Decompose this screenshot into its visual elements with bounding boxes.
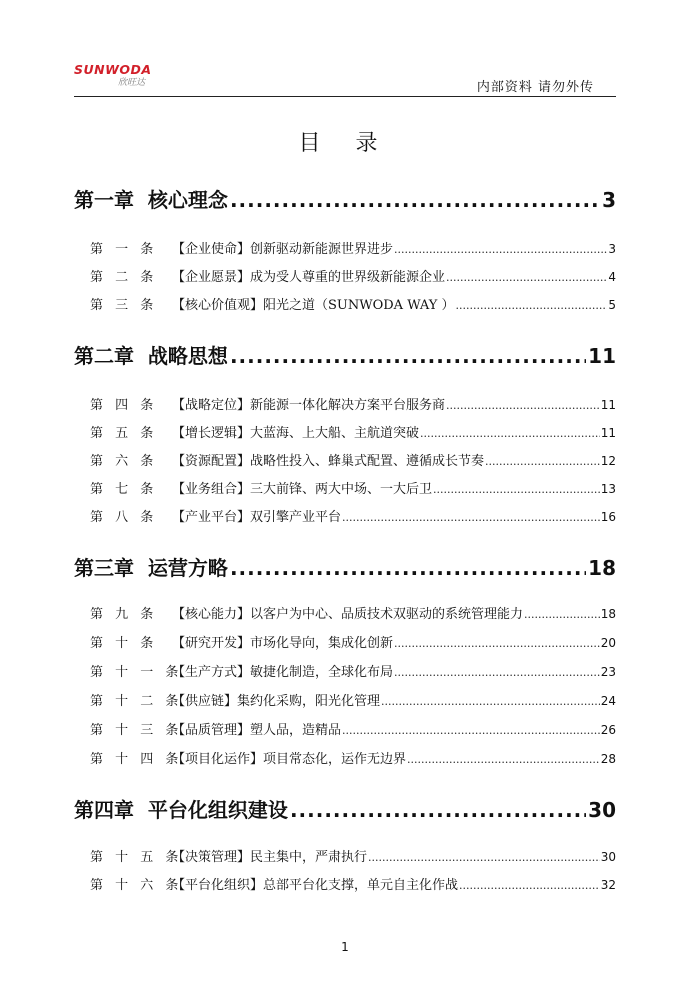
chapter-page: 3 bbox=[602, 188, 616, 212]
leader-dots bbox=[394, 637, 600, 650]
article-title: 【业务组合】三大前锋、两大中场、一大后卫 bbox=[172, 482, 433, 497]
chapter-page: 18 bbox=[588, 556, 616, 580]
toc-chapter-3[interactable] bbox=[74, 552, 616, 581]
article-title: 【研究开发】市场化导向，集成化创新 bbox=[172, 636, 394, 651]
article-title: 【生产方式】敏捷化制造，全球化布局 bbox=[172, 665, 394, 680]
leader-dots bbox=[420, 427, 600, 440]
leader-dots bbox=[342, 511, 600, 524]
toc-article[interactable] bbox=[90, 450, 616, 469]
leader-dots bbox=[524, 608, 600, 621]
toc-title: 目 录 bbox=[298, 131, 392, 156]
article-title: 【增长逻辑】大蓝海、上大船、主航道突破 bbox=[172, 426, 420, 441]
article-title: 【核心能力】以客户为中心、品质技术双驱动的系统管理能力 bbox=[172, 607, 524, 622]
chapter-label: 第一章 核心理念 bbox=[74, 188, 228, 212]
leader-dots bbox=[342, 724, 600, 737]
toc-article[interactable] bbox=[90, 238, 616, 257]
article-title: 【决策管理】民主集中，严肃执行 bbox=[172, 850, 368, 865]
toc-article[interactable] bbox=[90, 506, 616, 525]
header-divider bbox=[74, 96, 616, 97]
toc-article[interactable] bbox=[90, 422, 616, 441]
logo-text: SUNWODA bbox=[74, 62, 152, 77]
toc-chapter-4[interactable] bbox=[74, 794, 616, 823]
article-number: 第 六 条 bbox=[90, 454, 158, 469]
toc-chapter-1[interactable] bbox=[74, 184, 616, 213]
toc-article[interactable] bbox=[90, 846, 616, 865]
article-page: 16 bbox=[600, 510, 616, 524]
article-number: 第 十 六 条 bbox=[90, 878, 183, 893]
article-page: 24 bbox=[600, 694, 616, 708]
article-page: 11 bbox=[600, 426, 616, 440]
toc-article[interactable] bbox=[90, 478, 616, 497]
leader-dots bbox=[394, 666, 600, 679]
leader-dots bbox=[230, 188, 600, 212]
chapter-label: 第三章 运营方略 bbox=[74, 556, 228, 580]
toc-article[interactable] bbox=[90, 661, 616, 680]
leader-dots bbox=[446, 399, 600, 412]
article-number: 第 十 二 条 bbox=[90, 694, 183, 709]
article-page: 4 bbox=[608, 270, 616, 284]
article-title: 【项目化运作】项目常态化，运作无边界 bbox=[172, 752, 407, 767]
chapter-label: 第二章 战略思想 bbox=[74, 344, 228, 368]
article-number: 第 十 五 条 bbox=[90, 850, 183, 865]
article-number: 第 一 条 bbox=[90, 242, 158, 257]
article-title: 【品质管理】塑人品，造精品 bbox=[172, 723, 342, 738]
leader-dots bbox=[381, 695, 600, 708]
article-page: 26 bbox=[600, 723, 616, 737]
article-page: 20 bbox=[600, 636, 616, 650]
article-number: 第 十 条 bbox=[90, 636, 158, 651]
article-number: 第 四 条 bbox=[90, 398, 158, 413]
article-title: 【战略定位】新能源一体化解决方案平台服务商 bbox=[172, 398, 446, 413]
article-page: 13 bbox=[600, 482, 616, 496]
article-number: 第 十 三 条 bbox=[90, 723, 183, 738]
article-page: 12 bbox=[600, 454, 616, 468]
page-number: 1 bbox=[341, 940, 349, 954]
toc-article[interactable] bbox=[90, 748, 616, 767]
article-number: 第 十 一 条 bbox=[90, 665, 183, 680]
toc-article[interactable] bbox=[90, 294, 616, 313]
article-title: 【平台化组织】总部平台化支撑，单元自主化作战 bbox=[172, 878, 459, 893]
chapter-label: 第四章 平台化组织建设 bbox=[74, 798, 288, 822]
toc-article[interactable] bbox=[90, 690, 616, 709]
toc-article[interactable] bbox=[90, 394, 616, 413]
article-number: 第 十 四 条 bbox=[90, 752, 183, 767]
toc-article[interactable] bbox=[90, 603, 616, 622]
leader-dots bbox=[230, 556, 586, 580]
article-title: 【企业使命】创新驱动新能源世界进步 bbox=[172, 242, 394, 257]
article-number: 第 五 条 bbox=[90, 426, 158, 441]
toc-article[interactable] bbox=[90, 266, 616, 285]
toc-article[interactable] bbox=[90, 874, 616, 893]
leader-dots bbox=[459, 879, 600, 892]
article-page: 11 bbox=[600, 398, 616, 412]
leader-dots bbox=[446, 271, 607, 284]
article-page: 18 bbox=[600, 607, 616, 621]
leader-dots bbox=[230, 344, 586, 368]
chapter-page: 11 bbox=[588, 344, 616, 368]
article-title: 【产业平台】双引擎产业平台 bbox=[172, 510, 342, 525]
article-title: 【核心价值观】阳光之道（SUNWODA WAY ） bbox=[172, 298, 455, 313]
toc-article[interactable] bbox=[90, 719, 616, 738]
article-number: 第 九 条 bbox=[90, 607, 158, 622]
company-logo bbox=[74, 62, 174, 86]
leader-dots bbox=[368, 851, 600, 864]
leader-dots bbox=[433, 483, 600, 496]
leader-dots bbox=[485, 455, 600, 468]
leader-dots bbox=[290, 798, 586, 822]
article-title: 【供应链】集约化采购，阳光化管理 bbox=[172, 694, 381, 709]
article-title: 【企业愿景】成为受人尊重的世界级新能源企业 bbox=[172, 270, 446, 285]
article-page: 23 bbox=[600, 665, 616, 679]
article-page: 30 bbox=[600, 850, 616, 864]
article-number: 第 二 条 bbox=[90, 270, 158, 285]
article-title: 【资源配置】战略性投入、蜂巢式配置、遵循成长节奏 bbox=[172, 454, 485, 469]
article-number: 第 七 条 bbox=[90, 482, 158, 497]
leader-dots bbox=[394, 243, 607, 256]
article-page: 3 bbox=[608, 242, 616, 256]
leader-dots bbox=[456, 299, 608, 312]
article-number: 第 八 条 bbox=[90, 510, 158, 525]
article-page: 32 bbox=[600, 878, 616, 892]
article-number: 第 三 条 bbox=[90, 298, 158, 313]
confidential-note: 内部资料 请勿外传 bbox=[476, 80, 594, 95]
toc-chapter-2[interactable] bbox=[74, 340, 616, 369]
chapter-page: 30 bbox=[588, 798, 616, 822]
logo-subtext: 欣旺达 bbox=[118, 78, 146, 86]
toc-article[interactable] bbox=[90, 632, 616, 651]
article-page: 5 bbox=[608, 298, 616, 312]
leader-dots bbox=[407, 753, 600, 766]
article-page: 28 bbox=[600, 752, 616, 766]
